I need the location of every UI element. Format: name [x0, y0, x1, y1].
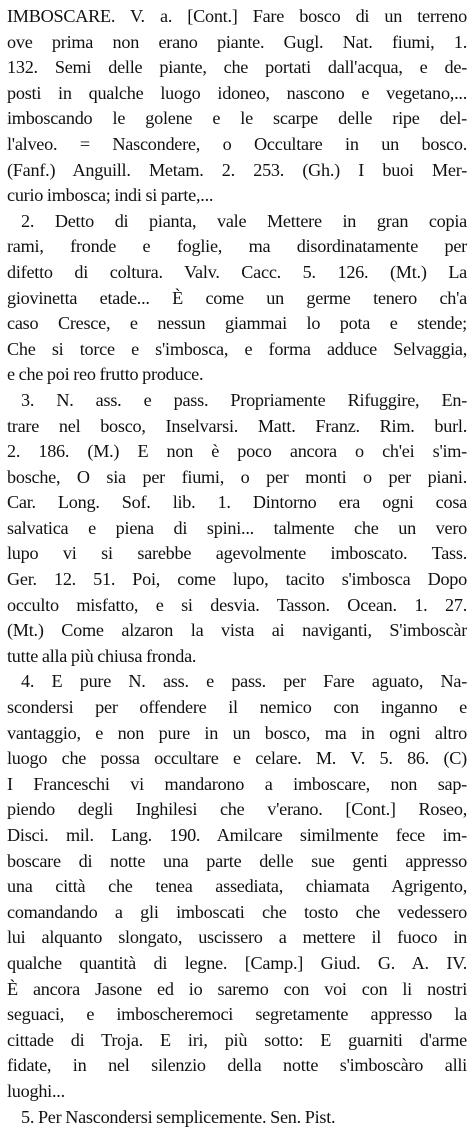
text-line: difetto di coltura. Valv. Cacc. 5. 126. (Mt.) La [7, 261, 467, 282]
sense-2-start: 2. Detto di pianta, vale Mettere in gran copia [21, 210, 467, 231]
text-line: qualche quantità di legne. [Camp.] Giud. G. A. IV. [7, 952, 467, 973]
text-line: cittade di Troja. E iri, più sotto: E guarniti d'arme [7, 1029, 467, 1050]
text-line: ove prima non erano piante. Gugl. Nat. fiumi, 1. [7, 31, 467, 52]
text-line: salvatica e piena di spini... talmente che un vero [7, 517, 467, 538]
text-line: seguaci, e imboscheremoci segretamente appresso la [7, 1004, 467, 1025]
text-line: (Fanf.) Anguill. Metam. 2. 253. (Gh.) I buoi Mer- [7, 159, 467, 180]
text-line: luoghi... [7, 1080, 65, 1101]
text-line: imboscando le golene e le scarpe delle ripe del- [7, 108, 467, 129]
text-line: I Franceschi vi mandarono a imboscare, non sap- [7, 773, 467, 794]
text-line: 2. 186. (M.) E non è poco ancora o ch'ei s'im- [7, 441, 467, 462]
text-line: 132. Semi delle piante, che portati dall'acqua, e de- [7, 57, 467, 78]
text-line: scondersi per offendere il nemico con inganno e [7, 697, 467, 718]
text-line: posti in qualche luogo idoneo, nascono e vegetano,... [7, 82, 467, 103]
text-line: lui alquanto slongato, uscissero a mettere il fuoco in [7, 927, 467, 948]
text-line: Car. Long. Sof. lib. 1. Dintorno era ogni cosa [7, 492, 467, 513]
text-line: Ger. 12. 51. Poi, come lupo, tacito s'imbosca Dopo [7, 569, 467, 590]
text-line: occulto misfatto, e si desvia. Tasson. Ocean. 1. 27. [7, 594, 467, 615]
text-line: (Mt.) Come alzaron la vista ai naviganti, S'imboscàr [7, 620, 467, 641]
text-line: tutte alla più chiusa fronda. [7, 645, 197, 666]
text-line: luogo che possa occultare e celare. M. V. 5. 86. (C) [7, 748, 467, 769]
text-line: lupo vi si sarebbe agevolmente imboscato. Tass. [7, 543, 467, 564]
text-line: comandando a gli imboscati che tosto che vedessero [7, 901, 467, 922]
text-line: bosche, O sia per fiumi, o per monti o per piani. [7, 466, 467, 487]
sense-4-start: 4. E pure N. ass. e pass. per Fare aguato, Na- [21, 671, 467, 692]
text-line: vantaggio, e non pure in un bosco, ma in ogni altro [7, 722, 467, 743]
text-line: Che si torce e s'imbosca, e forma adduce Selvaggia, [7, 338, 467, 359]
text-line: curio imbosca; indi si parte,... [7, 185, 214, 206]
entry-imboscare [7, 4, 467, 1130]
text-line: È ancora Jasone ed io saremo con voi con li nostri [7, 978, 467, 999]
text-line: una città che tenea assediata, chiamata Agrigento, [7, 876, 467, 897]
text-line: Disci. mil. Lang. 190. Amilcare similmente fece im- [7, 825, 467, 845]
text-line: fidate, in nel silenzio della notte s'imboscàro alli [7, 1055, 467, 1076]
sense-3-start: 3. N. ass. e pass. Propriamente Rifuggire, En- [21, 389, 467, 410]
text-line: IMBOSCARE. V. a. [Cont.] Fare bosco di un terreno [7, 6, 467, 26]
text-line: trare nel bosco, Inselvarsi. Matt. Franz. Rim. burl. [7, 415, 467, 436]
text-line: piendo degli Inghilesi che v'erano. [Cont.] Roseo, [7, 799, 467, 820]
sense-5-start: 5. Per Nascondersi semplicemente. Sen. Pist. [21, 1106, 336, 1127]
text-line: e che poi reo frutto produce. [7, 364, 204, 385]
text-line: caso Cresce, e nessun giammai lo pota e stende; [7, 313, 467, 334]
text-line: giovinetta etade... È come un germe tenero ch'a [7, 287, 467, 308]
text-line: l'alveo. = Nascondere, o Occultare in un bosco. [7, 133, 467, 154]
text-line: rami, fronde e foglie, ma disordinatamente per [7, 236, 467, 257]
text-line: boscare di notte una parte delle sue genti appresso [7, 850, 467, 871]
